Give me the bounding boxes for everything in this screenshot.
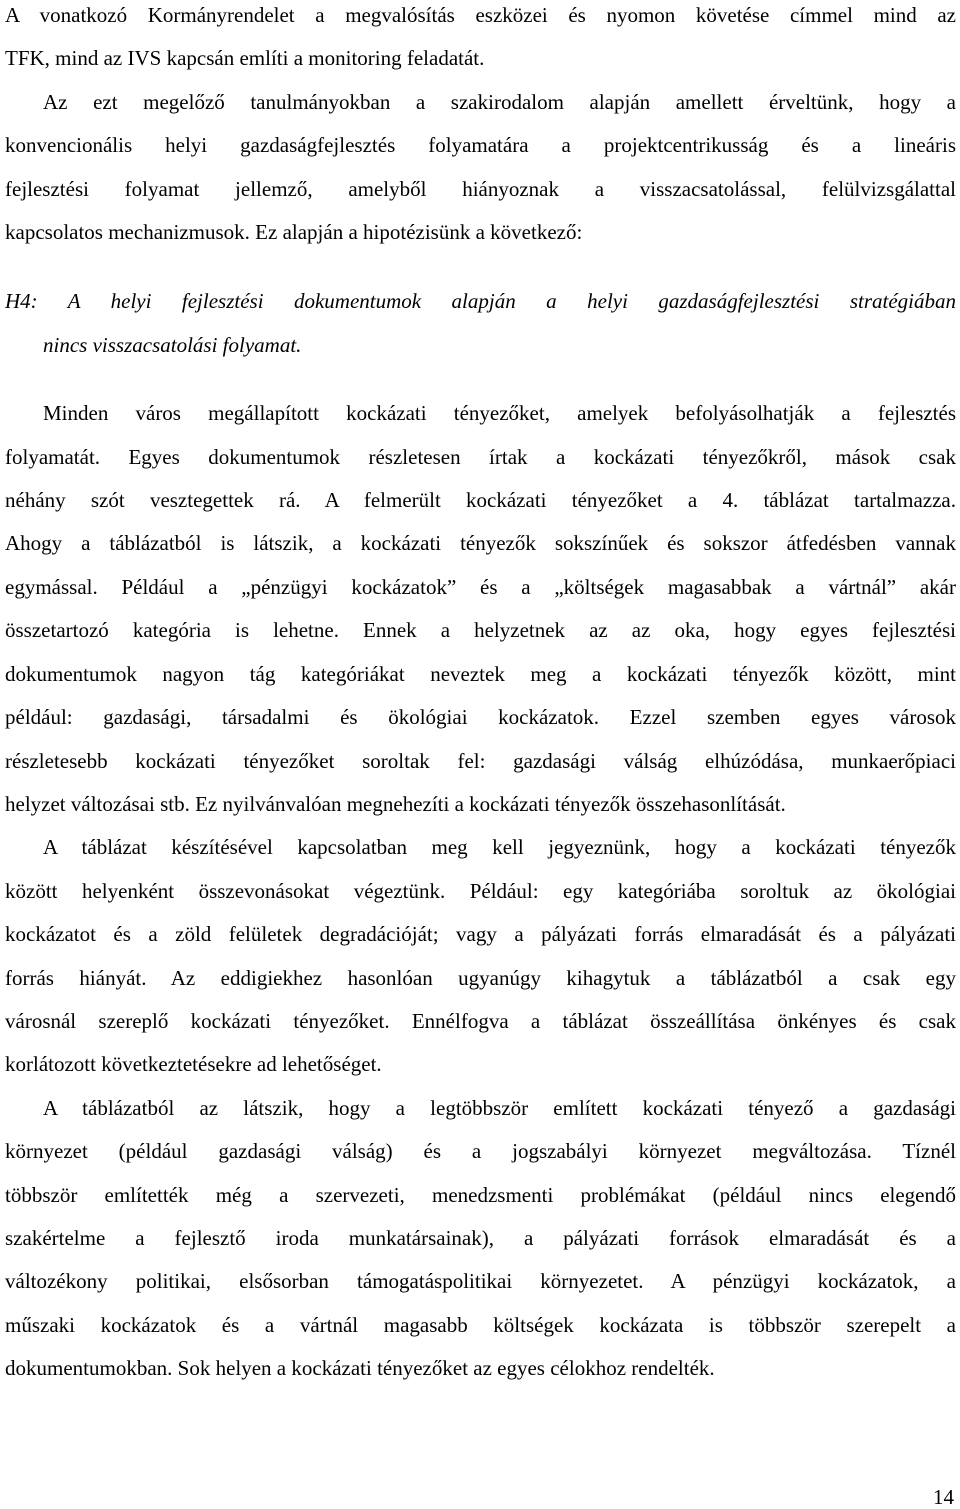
paragraph-table-findings	[5, 1087, 956, 1391]
text-line: például: gazdasági, társadalmi és ökológiai kockázatok. Ezzel szemben egyes városok	[5, 705, 956, 730]
text-line: kockázatot és a zöld felületek degradációját; vagy a pályázati forrás elmaradását és a pályázati	[5, 922, 956, 947]
text-line: A vonatkozó Kormányrendelet a megvalósítás eszközei és nyomon követése címmel mind az	[5, 3, 956, 27]
page-number: 14	[933, 1485, 954, 1509]
text-line: dokumentumok nagyon tág kategóriákat neveztek meg a kockázati tényezők között, mint	[5, 661, 956, 686]
text-line: forrás hiányát. Az eddigiekhez hasonlóan ugyanúgy kihagytuk a táblázatból a csak egy	[5, 965, 956, 990]
paragraph-table-notes	[5, 826, 956, 1086]
text-line: többször említették még a szervezeti, menedzsmenti problémákat (például nincs elegendő	[5, 1182, 956, 1207]
paragraph-intro	[5, 0, 956, 81]
text-line: helyzet változásai stb. Ez nyilvánvalóan megnehezíti a kockázati tényezők összehasonlítását.	[5, 791, 786, 816]
text-line: összetartozó kategória is lehetne. Ennek a helyzetnek az az oka, hogy egyes fejlesztési	[5, 618, 956, 643]
text-line: dokumentumokban. Sok helyen a kockázati tényezőket az egyes célokhoz rendelték.	[5, 1356, 715, 1381]
text-line: környezet (például gazdasági válság) és a jogszabályi környezet megváltozása. Tíznél	[5, 1139, 956, 1164]
paragraph-literature	[5, 81, 956, 255]
text-line: fejlesztési folyamat jellemző, amelyből hiányoznak a visszacsatolással, felülvizsgálattal	[5, 176, 956, 201]
text-line: Ahogy a táblázatból is látszik, a kockázati tényezők sokszínűek és sokszor átfedésben vannak	[5, 531, 956, 556]
text-line: néhány szót vesztegettek rá. A felmerült kockázati tényezőket a 4. táblázat tartalmazza.	[5, 488, 956, 513]
text-line: változékony politikai, elsősorban támogatáspolitikai környezetet. A pénzügyi kockázatok, a	[5, 1269, 956, 1294]
text-line: TFK, mind az IVS kapcsán említi a monitoring feladatát.	[5, 46, 485, 71]
text-line: Minden város megállapított kockázati tényezőket, amelyek befolyásolhatják a fejlesztés	[43, 401, 956, 426]
paragraph-risk-factors	[5, 392, 956, 826]
text-line: A táblázatból az látszik, hogy a legtöbbször említett kockázati tényező a gazdasági	[43, 1095, 956, 1120]
text-line: korlátozott következtetésekre ad lehetőséget.	[5, 1052, 382, 1077]
text-line: folyamatát. Egyes dokumentumok részletesen írtak a kockázati tényezőkről, mások csak	[5, 444, 956, 469]
document-page	[5, 0, 956, 1391]
hypothesis-line: nincs visszacsatolási folyamat.	[43, 332, 302, 357]
text-line: Az ezt megelőző tanulmányokban a szakirodalom alapján amellett érveltünk, hogy a	[43, 89, 956, 114]
text-line: között helyenként összevonásokat végeztünk. Például: egy kategóriába soroltuk az ökológiai	[5, 878, 956, 903]
text-line: kapcsolatos mechanizmusok. Ez alapján a hipotézisünk a következő:	[5, 220, 583, 245]
text-line: egymással. Például a „pénzügyi kockázatok” és a „költségek magasabbak a vártnál” akár	[5, 574, 956, 599]
hypothesis-line: H4: A helyi fejlesztési dokumentumok alapján a helyi gazdaságfejlesztési stratégiában	[5, 289, 956, 314]
text-line: szakértelme a fejlesztő iroda munkatársainak), a pályázati források elmaradását és a	[5, 1225, 956, 1250]
text-line: A táblázat készítésével kapcsolatban meg kell jegyeznünk, hogy a kockázati tényezők	[43, 835, 956, 860]
text-line: városnál szereplő kockázati tényezőket. Ennélfogva a táblázat összeállítása önkényes és csak	[5, 1008, 956, 1033]
hypothesis-h4	[5, 280, 956, 367]
text-line: konvencionális helyi gazdaságfejlesztés folyamatára a projektcentrikusság és a lineáris	[5, 133, 956, 158]
text-line: műszaki kockázatok és a vártnál magasabb költségek kockázata is többször szerepelt a	[5, 1312, 956, 1337]
text-line: részletesebb kockázati tényezőket soroltak fel: gazdasági válság elhúzódása, munkaerőpiaci	[5, 748, 956, 773]
